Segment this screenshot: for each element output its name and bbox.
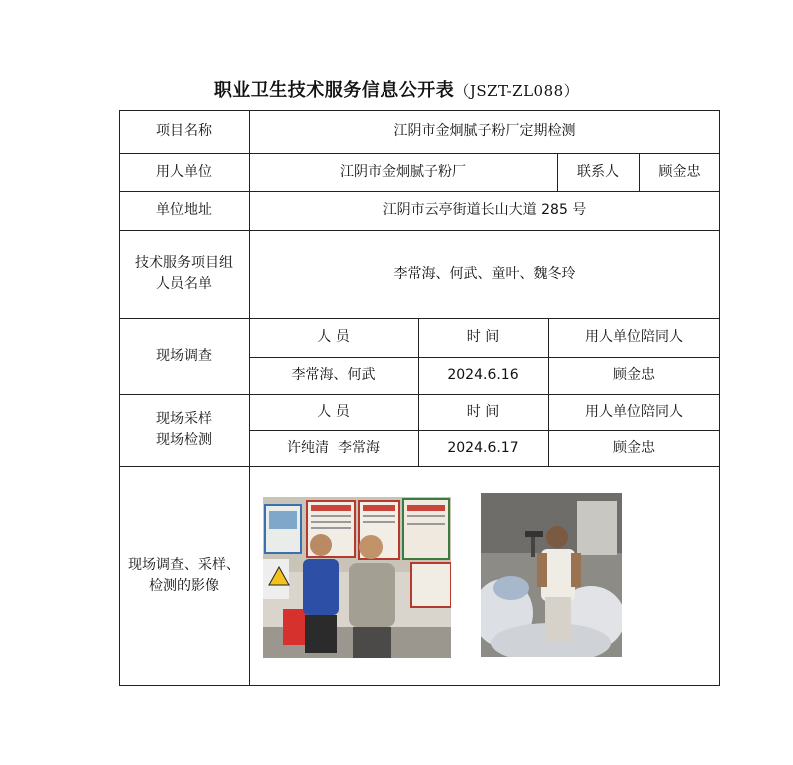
sampling-label-line1: 现场采样 [156,411,212,427]
form-code: （JSZT-ZL088） [454,82,580,100]
team-value: 李常海、何武、童叶、魏冬玲 [393,265,576,282]
project-value: 江阴市金炯腻子粉厂定期检测 [393,123,576,139]
sampling-col-escort: 用人单位陪同人 [585,403,683,420]
contact-label: 联系人 [577,163,619,180]
survey-escort: 顾金忠 [613,367,655,383]
survey-col-person: 人 员 [317,329,350,345]
survey-col-escort: 用人单位陪同人 [585,329,683,345]
sampling-label-line2: 现场检测 [156,432,212,448]
sampling-time: 2024.6.17 [447,439,519,456]
site-photo-sampling [481,493,622,657]
images-label [119,466,249,686]
site-photo-sampling-image [481,493,622,657]
address-label: 单位地址 [156,202,212,218]
site-photo-survey-image [263,497,451,658]
title-text: 职业卫生技术服务信息公开表 [213,80,455,101]
images-label-line1: 现场调查、采样、 [128,557,240,573]
sampling-person: 许纯清 李常海 [287,439,380,456]
survey-person: 李常海、何武 [291,367,376,383]
sampling-col-time: 时 间 [466,403,500,420]
survey-col-time: 时 间 [466,329,500,345]
sampling-escort: 顾金忠 [613,439,655,456]
sampling-label [119,394,249,466]
address-value: 江阴市云亭街道长山大道 285 号 [382,202,587,218]
site-photo-survey [263,497,451,658]
team-label [119,230,249,318]
survey-time: 2024.6.16 [447,367,519,383]
team-label-line2: 人员名单 [156,276,212,292]
unit-value: 江阴市金炯腻子粉厂 [340,163,466,180]
survey-label: 现场调查 [156,347,212,364]
unit-label: 用人单位 [156,163,212,180]
team-label-line1: 技术服务项目组 [135,255,233,271]
sampling-col-person: 人 员 [317,403,350,420]
images-label-line2: 检测的影像 [149,578,219,594]
contact-value: 顾金忠 [658,163,701,180]
project-label: 项目名称 [156,123,212,139]
page-title [0,76,793,102]
